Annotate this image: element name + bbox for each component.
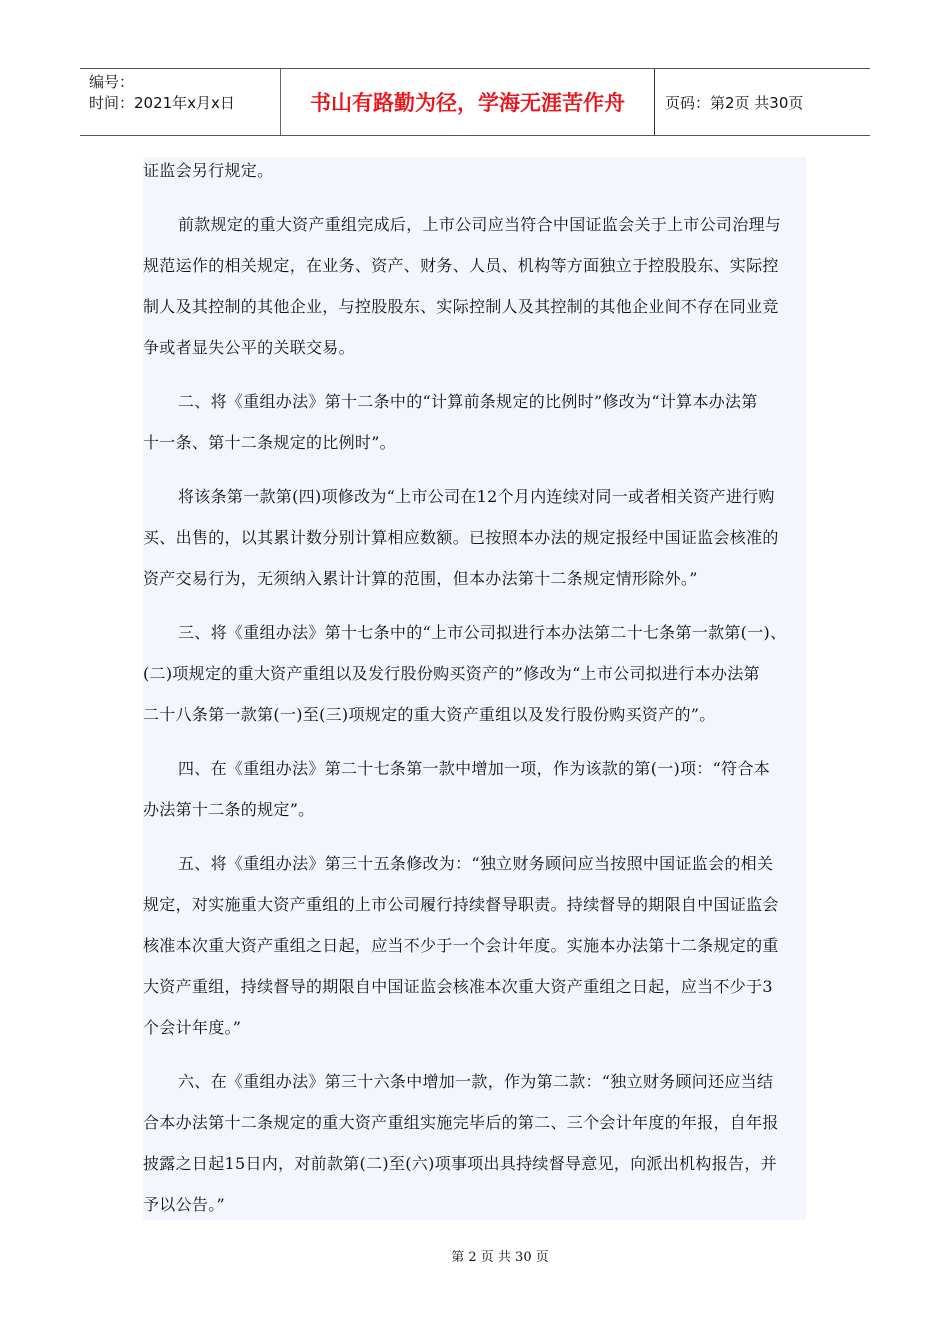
header-page-info: 页码：第2页 共30页	[665, 93, 804, 112]
text-line: 合本办法第十二条规定的重大资产重组实施完毕后的第二、三个会计年度的年报，自年报	[143, 1113, 779, 1132]
page-header	[80, 68, 870, 136]
text-line: 二十八条第一款第(一)至(三)项规定的重大资产重组以及发行股份购买资产的”。	[143, 705, 716, 724]
text-line: 制人及其控制的其他企业，与控股股东、实际控制人及其控制的其他企业间不存在同业竞	[143, 297, 779, 316]
text-line: 三、将《重组办法》第十七条中的“上市公司拟进行本办法第二十七条第一款第(一)、	[178, 623, 787, 642]
number-label: 编号：	[89, 73, 135, 91]
text-line: 争或者显失公平的关联交易。	[143, 338, 355, 357]
text-line: 前款规定的重大资产重组完成后，上市公司应当符合中国证监会关于上市公司治理与	[178, 215, 782, 234]
paragraph	[143, 850, 806, 1055]
text-line: 披露之日起15日内，对前款第(二)至(六)项事项出具持续督导意见，向派出机构报告，并	[143, 1154, 777, 1173]
paragraph	[143, 483, 806, 606]
page-footer: 第 2 页 共 30 页	[451, 1250, 549, 1265]
text-line: 四、在《重组办法》第二十七条第一款中增加一项，作为该款的第(一)项：“符合本	[178, 759, 771, 778]
header-meta	[80, 69, 281, 135]
text-line: 办法第十二条的规定”。	[143, 800, 315, 819]
text-line: 大资产重组，持续督导的期限自中国证监会核准本次重大资产重组之日起，应当不少于3	[143, 977, 773, 996]
text-line: 资产交易行为，无须纳入累计计算的范围，但本办法第十二条规定情形除外。”	[143, 569, 698, 588]
header-motto: 书山有路勤为径，学海无涯苦作舟	[281, 69, 655, 135]
text-line: 六、在《重组办法》第三十六条中增加一款，作为第二款：“独立财务顾问还应当结	[178, 1072, 774, 1091]
paragraph	[143, 157, 806, 198]
text-line: 二、将《重组办法》第十二条中的“计算前条规定的比例时”修改为“计算本办法第	[178, 392, 758, 411]
document-body	[143, 157, 806, 1220]
text-line: 十一条、第十二条规定的比例时”。	[143, 433, 396, 452]
paragraph	[143, 388, 806, 470]
text-line: (二)项规定的重大资产重组以及发行股份购买资产的”修改为“上市公司拟进行本办法第	[143, 664, 760, 683]
time-label: 时间：2021年x月x日	[89, 94, 235, 112]
text-line: 规定，对实施重大资产重组的上市公司履行持续督导职责。持续督导的期限自中国证监会	[143, 895, 779, 914]
text-line: 将该条第一款第(四)项修改为“上市公司在12个月内连续对同一或者相关资产进行购	[178, 487, 775, 506]
text-line: 予以公告。”	[143, 1195, 225, 1214]
paragraph	[143, 619, 806, 742]
text-line: 买、出售的，以其累计数分别计算相应数额。已按照本办法的规定报经中国证监会核准的	[143, 528, 779, 547]
paragraph	[143, 1068, 806, 1232]
text-line: 五、将《重组办法》第三十五条修改为：“独立财务顾问应当按照中国证监会的相关	[178, 854, 774, 873]
text-line: 个会计年度。”	[143, 1018, 242, 1037]
paragraph	[143, 755, 806, 837]
text-line: 证监会另行规定。	[143, 161, 274, 180]
text-line: 规范运作的相关规定，在业务、资产、财务、人员、机构等方面独立于控股股东、实际控	[143, 256, 779, 275]
text-line: 核准本次重大资产重组之日起，应当不少于一个会计年度。实施本办法第十二条规定的重	[143, 936, 779, 955]
paragraph	[143, 211, 806, 375]
